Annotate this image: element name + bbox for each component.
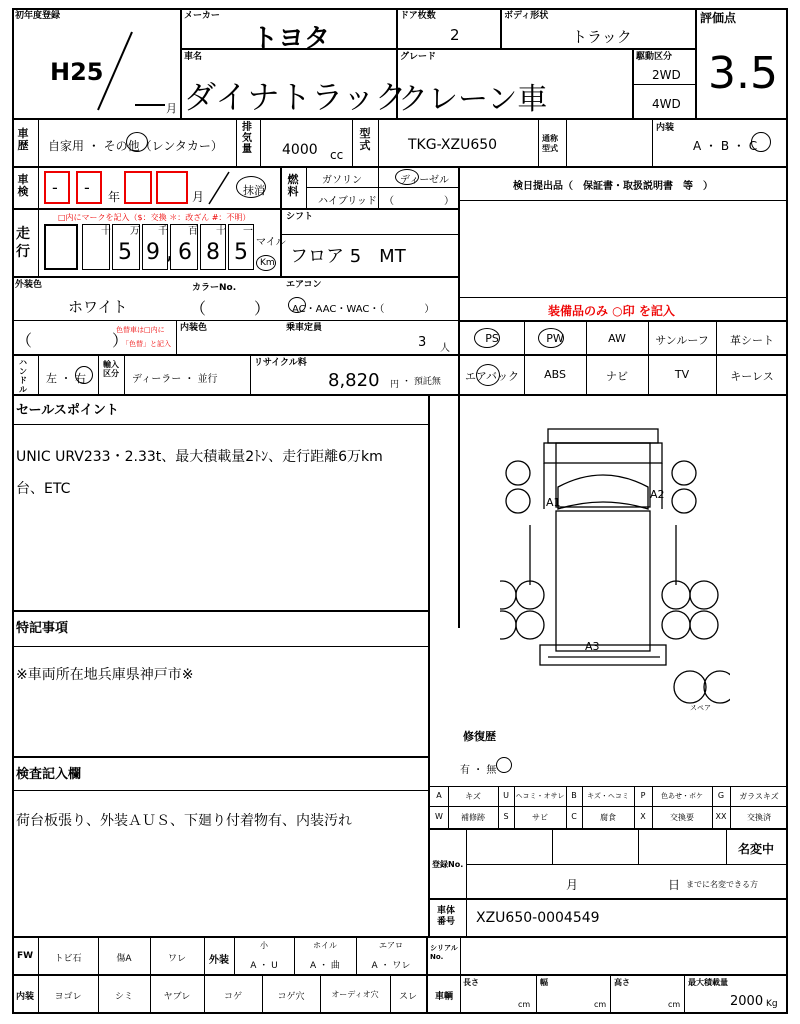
interior-label: 内装 (656, 123, 675, 133)
color-note-1: 色替車は□内に (116, 326, 165, 334)
mileage-heading-3: 百 (188, 226, 198, 237)
recycle-label: リサイクル料 (254, 358, 307, 368)
equip-leather: 革シート (730, 334, 774, 347)
legend-s-desc: サビ (532, 813, 548, 822)
model-label: 型式 (359, 127, 371, 152)
equip-tv: TV (674, 368, 690, 381)
doors-label: ドア枚数 (400, 11, 436, 21)
width-label: 幅 (540, 978, 548, 987)
body-value: トラック (572, 28, 632, 46)
fw-label: FW (16, 951, 34, 961)
legend-w-code: W (435, 812, 443, 821)
reg-no-label: 登録No. (432, 860, 464, 869)
interior-item-audio-hole: オーディオ穴 (331, 990, 379, 999)
import-value: ディーラー ・ 並行 (132, 374, 218, 385)
interior-item-stain: シミ (114, 992, 133, 1002)
fw-item-crack: ワレ (167, 954, 186, 964)
mileage-digit-3: 6 (178, 240, 192, 265)
capacity-label: 乗車定員 (286, 323, 323, 333)
chassis-label: 車体番号 (437, 906, 456, 927)
diagram-mark-a1: A1 (546, 496, 561, 509)
mileage-heading-4: 十 (216, 226, 226, 237)
vehicle-diagram (500, 425, 730, 715)
handle-label: ハンドル (19, 358, 27, 394)
documents-label: 検日提出品（ 保証書・取扱説明書 等 ） (513, 181, 713, 192)
inspection-notes-line-1: 荷台板張り、外装ＡＵＳ、下廻り付着物有、内装汚れ (16, 813, 352, 829)
mileage-label: 走行 (16, 226, 30, 260)
inspection-label: 車検 (17, 173, 29, 198)
small-opts: A ・ U (250, 961, 278, 971)
fuel-hybrid: ハイブリッド (318, 196, 377, 207)
interior-item-dirt: ヨゴレ (54, 992, 82, 1002)
mileage-km-label: Km (260, 258, 275, 268)
displacement-label: 排気量 (242, 122, 252, 155)
aircon-label: エアコン (286, 280, 322, 290)
legend-b-code: B (571, 791, 577, 800)
shift-value: フロア 5 MT (290, 246, 406, 267)
inspection-deleted: 抹消 (243, 184, 265, 197)
handle-value: 左 ・ 右 (46, 372, 86, 385)
legend-b-desc: キズ・ヘコミ (587, 792, 629, 800)
width-unit: cm (594, 1000, 607, 1009)
inspection-notes-label: 検査記入欄 (16, 767, 82, 782)
interior-color-label: 内装色 (180, 323, 208, 333)
diagram-mark-a2: A2 (650, 488, 665, 501)
sales-line-2: 台、ETC (16, 481, 71, 497)
legend-a-code: A (436, 791, 442, 800)
sales-label: セールスポイント (16, 403, 119, 418)
equipment-heading: 装備品のみ ○印 を記入 (548, 304, 675, 318)
equip-abs: ABS (544, 368, 566, 381)
legend-w-desc: 補修跡 (461, 813, 485, 822)
fw-item-scratch: 傷A (116, 954, 132, 964)
first-reg-slash (90, 30, 140, 120)
capacity-value: 3 (418, 335, 427, 350)
drive-2wd: 2WD (652, 68, 681, 82)
first-reg-label: 初年度登録 (15, 11, 61, 21)
mileage-note: □内にマークを記入（$：交換 ＊：改ざん #：不明） (58, 213, 251, 222)
shift-label: シフト (286, 212, 314, 222)
interior-item-burn-hole: コゲ穴 (277, 992, 305, 1002)
special-line-1: ※車両所在地兵庫県神戸市※ (16, 667, 194, 683)
fw-item-stone: トビ石 (54, 954, 82, 964)
equip-navi: ナビ (606, 370, 628, 383)
bottom-exterior-label: 外装 (209, 955, 229, 966)
interior-circle (751, 132, 771, 152)
exterior-color-value: ホワイト (68, 298, 128, 316)
color-paren: （ ） (16, 331, 129, 350)
fuel-label: 燃料 (287, 173, 299, 198)
maker-value: トヨタ (252, 24, 331, 54)
equip-keyless: キーレス (730, 370, 774, 383)
recycle-unit: 円 (390, 380, 400, 390)
sales-line-1: UNIC URV233・2.33t、最大積載量2ﾄﾝ、走行距離6万km (16, 449, 383, 465)
repair-label: 修復歴 (463, 730, 496, 743)
fuel-other: （ ） (384, 196, 454, 207)
grade-value: クレーン車 (398, 82, 548, 117)
legend-xx-code: XX (715, 812, 727, 821)
legend-g-desc: ガラスキズ (739, 792, 779, 801)
equip-pw: PW (546, 332, 564, 345)
model-value: TKG-XZU650 (408, 137, 498, 153)
max-load-unit: Kg (766, 999, 778, 1009)
exterior-color-label: 外装色 (15, 280, 43, 290)
reg-day-label: 日 (668, 878, 681, 892)
height-unit: cm (668, 1000, 681, 1009)
serial-label: シリアルNo. (430, 944, 458, 961)
recycle-value: 8,820 (328, 370, 380, 391)
first-reg-year: H25 (50, 58, 104, 86)
aero-opts: A ・ ワレ (371, 961, 411, 971)
legend-x-desc: 交換要 (670, 813, 694, 822)
inspection-year-label: 年 (108, 190, 121, 204)
equip-airbag: エアバック (464, 370, 520, 383)
diagram-spare-label: スペア (690, 704, 711, 712)
doors-value: 2 (450, 26, 460, 44)
body-label: ボディ形状 (504, 11, 549, 21)
mileage-digit-0: 5 (118, 240, 132, 265)
fuel-gasoline: ガソリン (322, 175, 362, 186)
score-label: 評価点 (700, 11, 737, 25)
aircon-value: AC・AAC・WAC・（ ） (292, 304, 435, 315)
inspection-month-label: 月 (192, 190, 205, 204)
chassis-value: XZU650-0004549 (476, 910, 600, 926)
repair-value: 有 ・ 無 (460, 765, 497, 776)
mileage-mile-label: マイル (256, 237, 286, 248)
equip-ps: PS (485, 332, 499, 345)
color-no-label: カラーNo. (192, 283, 237, 293)
grade-label: グレード (400, 52, 437, 62)
interior-item-burn: コゲ (223, 992, 242, 1002)
height-label: 高さ (614, 978, 630, 987)
legend-s-code: S (503, 812, 509, 821)
mileage-heading-1: 万 (130, 226, 140, 237)
max-load-value: 2000 (730, 994, 764, 1009)
equip-aw: AW (608, 332, 626, 345)
drive-label: 駆動区分 (636, 52, 673, 62)
wheel-label: ホイル (313, 941, 337, 950)
mileage-digit-1: 9 (146, 240, 160, 265)
small-label: 小 (260, 941, 268, 950)
displacement-unit: cc (330, 148, 344, 162)
name-change-label: 名変中 (738, 842, 775, 856)
interior-item-tear: ヤブレ (163, 992, 191, 1002)
legend-u-code: U (503, 791, 509, 800)
common-model-label: 通称型式 (542, 134, 558, 153)
maker-label: メーカー (184, 11, 220, 21)
bottom-interior-label: 内装 (15, 992, 34, 1002)
fuel-diesel: ディーゼル (400, 175, 449, 186)
wheel-opts: A ・ 曲 (310, 961, 340, 971)
displacement-value: 4000 (282, 142, 318, 158)
mileage-digit-4: 8 (206, 240, 220, 265)
special-label: 特記事項 (16, 621, 69, 636)
capacity-unit: 人 (440, 343, 450, 354)
length-unit: cm (518, 1000, 531, 1009)
mileage-digit-sep: , (166, 240, 173, 265)
drive-4wd: 4WD (652, 97, 681, 111)
history-label: 車歴 (17, 127, 29, 152)
equip-sunroof: サンルーフ (655, 334, 709, 347)
legend-xx-desc: 交換済 (747, 813, 771, 822)
color-no-value: （ ） (190, 299, 271, 318)
aero-label: エアロ (379, 941, 403, 950)
diagram-mark-a3: A3 (585, 640, 600, 653)
legend-p-code: P (640, 791, 646, 800)
import-label: 輸入区分 (103, 360, 119, 378)
legend-p-desc: 色あせ・ボケ (661, 792, 703, 800)
mileage-digit-5: 5 (234, 240, 248, 265)
legend-c-desc: 腐食 (600, 813, 616, 822)
interior-grades: A ・ B ・ C (693, 139, 758, 153)
mileage-heading-0: 十 (101, 226, 111, 237)
dims-label: 車輌 (434, 992, 453, 1002)
legend-u-desc: ヘコミ・オサレ (515, 792, 565, 800)
recycle-deposit: ・ 預託無 (402, 377, 441, 387)
color-note-2: 「色替」と記入 (122, 340, 171, 348)
length-label: 長さ (463, 978, 479, 987)
interior-item-scuff: スレ (398, 992, 417, 1002)
mileage-heading-2: 千 (158, 226, 168, 237)
history-circle (126, 132, 148, 152)
first-reg-month-suffix: 月 (166, 102, 177, 115)
legend-x-code: X (640, 812, 646, 821)
car-name-value: ダイナトラック (184, 78, 407, 116)
mileage-heading-5: 一 (243, 226, 253, 237)
legend-g-code: G (717, 791, 725, 800)
score-value: 3.5 (708, 48, 778, 99)
legend-a-desc: キズ (465, 792, 481, 801)
legend-c-code: C (571, 812, 577, 821)
reg-deadline: までに名変できる方 (686, 880, 758, 889)
max-load-label: 最大積載量 (688, 978, 728, 987)
car-name-label: 車名 (184, 52, 203, 62)
reg-month-label: 月 (566, 878, 579, 892)
history-value: 自家用 ・ その他（レンタカー） (48, 139, 223, 153)
